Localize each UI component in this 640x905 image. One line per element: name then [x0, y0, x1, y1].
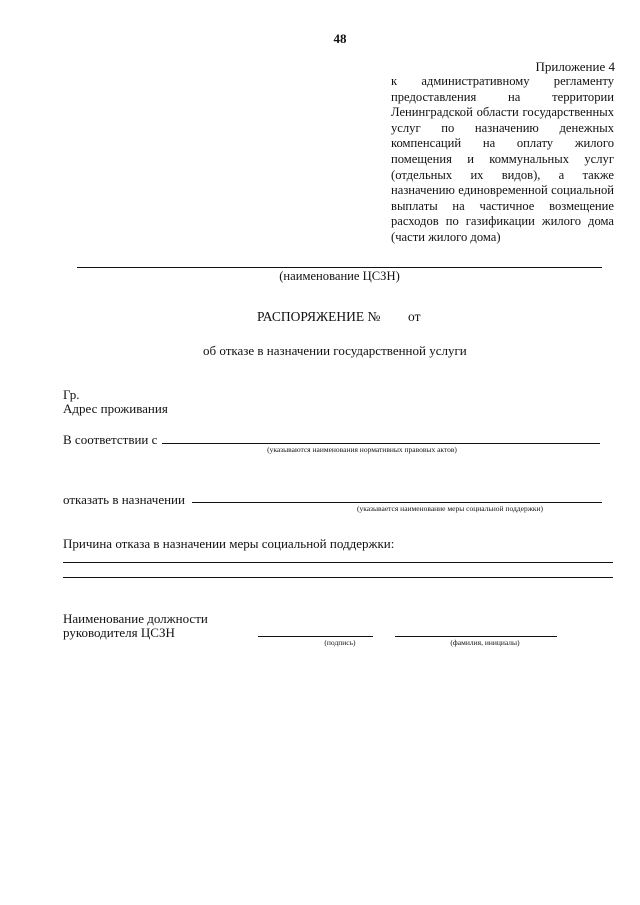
address-label: Адрес проживания: [63, 401, 168, 416]
accordance-caption: (указываются наименования нормативных правовых актов): [267, 445, 457, 454]
reason-line-1: [63, 562, 613, 563]
reason-line-2: [63, 577, 613, 578]
name-line: [395, 636, 557, 637]
accordance-line: [162, 443, 600, 444]
position-line-2: руководителя ЦСЗН: [63, 625, 175, 640]
name-caption: (фамилия, инициалы): [450, 638, 520, 647]
signature-line: [258, 636, 373, 637]
page-number: 48: [333, 31, 347, 46]
appendix-title: Приложение 4: [535, 59, 615, 74]
refuse-line: [192, 502, 602, 503]
appendix-text: к административному регламенту предоставления на территории Ленинградской области государственных услуг по назначению денежных компенсаций на оплату жилого помещения и коммунальных услуг (отдельных их видов), а также назначению единовременной социальной выплаты на частичное возмещение расходов по газификации жилого дома (части жилого дома): [391, 74, 614, 244]
reason-label: Причина отказа в назначении меры социальной поддержки:: [63, 536, 395, 551]
signature-caption: (подпись): [324, 638, 356, 647]
order-title: РАСПОРЯЖЕНИЕ №: [257, 309, 381, 324]
citizen-label: Гр.: [63, 387, 80, 402]
org-name-caption: (наименование ЦСЗН): [279, 269, 400, 283]
refuse-label: отказать в назначении: [63, 492, 185, 507]
refuse-caption: (указывается наименование меры социальной поддержки): [356, 504, 544, 513]
order-date-label: от: [408, 309, 421, 324]
org-name-line: [77, 267, 602, 268]
accordance-label: В соответствии с: [63, 432, 158, 447]
order-subject: об отказе в назначении государственной услуги: [203, 343, 467, 358]
position-line-1: Наименование должности: [63, 611, 208, 626]
